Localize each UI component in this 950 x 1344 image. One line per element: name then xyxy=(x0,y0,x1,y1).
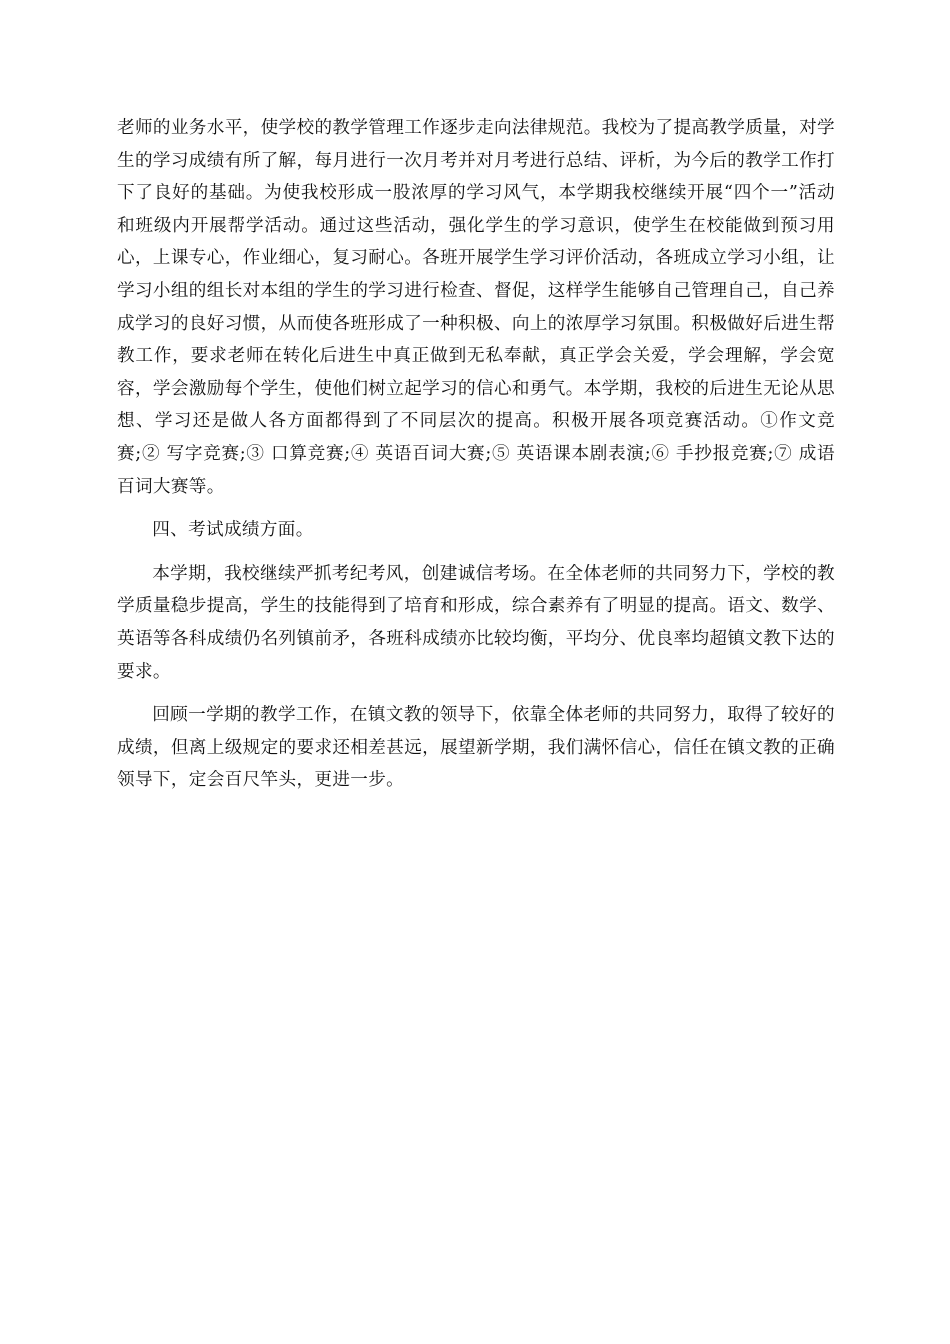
paragraph-teaching-management: 老师的业务水平，使学校的教学管理工作逐步走向法律规范。我校为了提高教学质量，对学生的学习成绩有所了解，每月进行一次月考并对月考进行总结、评析，为今后的教学工作打下了良好的基础。为使我校形成一股浓厚的学习风气，本学期我校继续开展“四个一”活动和班级内开展帮学活动。通过这些活动，强化学生的学习意识，使学生在校能做到预习用心，上课专心，作业细心，复习耐心。各班开展学生学习评价活动，各班成立学习小组，让学习小组的组长对本组的学生的学习进行检查、督促，这样学生能够自己管理自己，自己养成学习的良好习惯，从而使各班形成了一种积极、向上的浓厚学习氛围。积极做好后进生帮教工作，要求老师在转化后进生中真正做到无私奉献，真正学会关爱，学会理解，学会宽容，学会激励每个学生，使他们树立起学习的信心和勇气。本学期，我校的后进生无论从思想、学习还是做人各方面都得到了不同层次的提高。积极开展各项竞赛活动。①作文竞赛;② 写字竞赛;③ 口算竞赛;④ 英语百词大赛;⑤ 英语课本剧表演;⑥ 手抄报竞赛;⑦ 成语百词大赛等。 xyxy=(117,118,835,497)
section-heading-exam-results: 四、考试成绩方面。 xyxy=(152,520,314,541)
paragraph-exam-results: 本学期，我校继续严抓考纪考风，创建诚信考场。在全体老师的共同努力下，学校的教学质量稳步提高，学生的技能得到了培育和形成，综合素养有了明显的提高。语文、数学、英语等各科成绩仍名列镇前矛，各班科成绩亦比较均衡，平均分、优良率均超镇文教下达的要求。 xyxy=(117,563,835,682)
paragraph-semester-review: 回顾一学期的教学工作，在镇文教的领导下，依靠全体老师的共同努力，取得了较好的成绩，但离上级规定的要求还相差甚远，展望新学期，我们满怀信心，信任在镇文教的正确领导下，定会百尺竿头，更进一步。 xyxy=(117,705,835,791)
document-body xyxy=(117,112,835,797)
